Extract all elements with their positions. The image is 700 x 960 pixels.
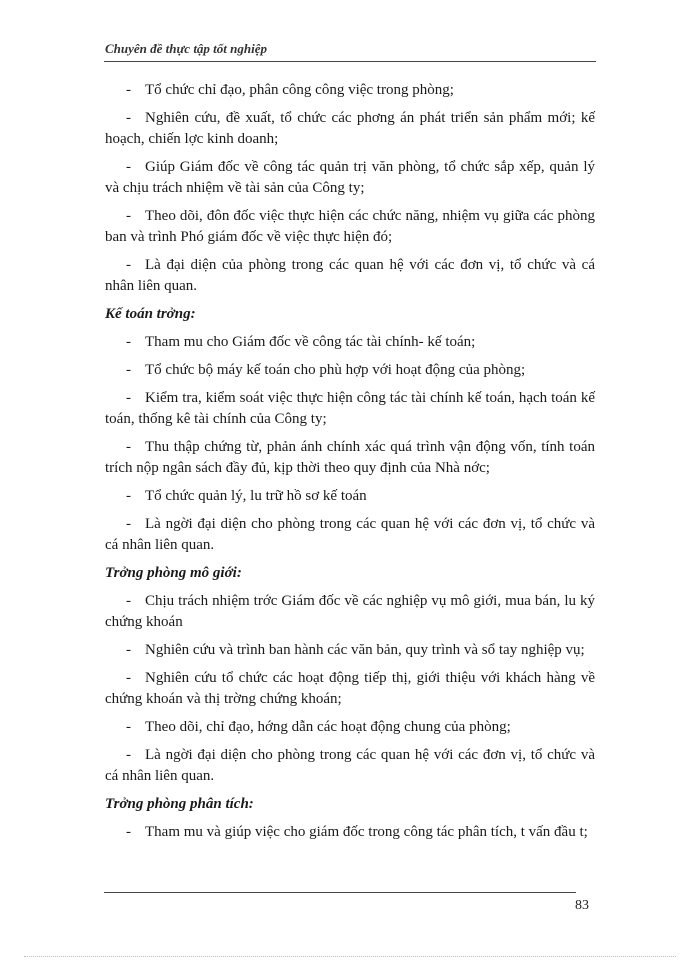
page-number: 83: [575, 898, 589, 913]
list-item: [105, 157, 595, 199]
bullet-dash: -: [126, 390, 131, 406]
section-title: Kế toán trởng:: [105, 306, 196, 322]
list-item: [105, 514, 595, 556]
list-item: [105, 591, 595, 633]
list-item: [105, 360, 595, 381]
bullet-dash: -: [126, 593, 131, 609]
bullet-dash: -: [126, 257, 131, 273]
list-item-text: Theo dõi, đôn đốc việc thực hiện các chức năng, nhiệm vụ giữa các phòng ban và trình Phó giám đốc về việc thực hiện đó;: [105, 208, 595, 245]
list-item: [105, 332, 595, 353]
bullet-dash: -: [126, 334, 131, 350]
list-item: [105, 640, 595, 661]
list-item: [105, 717, 595, 738]
bullet-dash: -: [126, 82, 131, 98]
footer-divider: [104, 892, 576, 893]
bullet-dash: -: [126, 719, 131, 735]
list-item-text: Tham mu và giúp việc cho giám đốc trong công tác phân tích, t vấn đầu t;: [145, 824, 588, 840]
bullet-dash: -: [126, 670, 131, 686]
list-item-text: Tổ chức chỉ đạo, phân công công việc trong phòng;: [145, 82, 454, 98]
bullet-dash: -: [126, 439, 131, 455]
bullet-dash: -: [126, 208, 131, 224]
bullet-dash: -: [126, 110, 131, 126]
list-item: [105, 388, 595, 430]
list-item-text: Kiểm tra, kiểm soát việc thực hiện công tác tài chính kế toán, hạch toán kế toán, thống kê tài chính của Công ty;: [105, 390, 595, 427]
list-item: [105, 206, 595, 248]
list-item-text: Thu thập chứng từ, phản ánh chính xác quá trình vận động vốn, tính toán trích nộp ngân sách đầy đủ, kịp thời theo quy định của Nhà nớc;: [105, 439, 595, 476]
bullet-dash: -: [126, 747, 131, 763]
running-header-title: Chuyên đề thực tập tốt nghiệp: [105, 41, 267, 56]
bullet-dash: -: [126, 642, 131, 658]
list-item-text: Nghiên cứu tổ chức các hoạt động tiếp thị, giới thiệu với khách hàng về chứng khoán và thị trờng chứng khoán;: [105, 670, 595, 707]
list-item-text: Tổ chức quản lý, lu trữ hồ sơ kế toán: [145, 488, 367, 504]
list-item-text: Chịu trách nhiệm trớc Giám đốc về các nghiệp vụ mô giới, mua bán, lu ký chứng khoán: [105, 593, 595, 630]
list-item: [105, 80, 595, 101]
list-item: [105, 822, 595, 843]
list-item-text: Là ngời đại diện cho phòng trong các quan hệ với các đơn vị, tổ chức và cá nhân liên quan.: [105, 516, 595, 553]
list-item: [105, 486, 595, 507]
list-item: [105, 108, 595, 150]
list-item-text: Tham mu cho Giám đốc về công tác tài chính- kế toán;: [145, 334, 476, 350]
list-item: [105, 437, 595, 479]
list-item: [105, 668, 595, 710]
list-item-text: Nghiên cứu và trình ban hành các văn bản, quy trình và sổ tay nghiệp vụ;: [145, 642, 585, 658]
bullet-dash: -: [126, 516, 131, 532]
page-body: [105, 80, 595, 850]
section-title: Trởng phòng phân tích:: [105, 796, 254, 812]
page-edge-border: [24, 956, 676, 957]
list-item-text: Tổ chức bộ máy kế toán cho phù hợp với hoạt động của phòng;: [145, 362, 526, 378]
list-item-text: Nghiên cứu, đề xuất, tổ chức các phơng án phát triển sản phẩm mới; kế hoạch, chiến lợc kinh doanh;: [105, 110, 595, 147]
list-item-text: Là ngời đại diện cho phòng trong các quan hệ với các đơn vị, tổ chức và cá nhân liên quan.: [105, 747, 595, 784]
bullet-dash: -: [126, 488, 131, 504]
bullet-dash: -: [126, 362, 131, 378]
list-item-text: Giúp Giám đốc về công tác quản trị văn phòng, tổ chức sắp xếp, quản lý và chịu trách nhiệm về tài sản của Công ty;: [105, 159, 595, 196]
list-item: [105, 255, 595, 297]
bullet-dash: -: [126, 159, 131, 175]
list-item-text: Theo dõi, chỉ đạo, hớng dẫn các hoạt động chung của phòng;: [145, 719, 511, 735]
header-divider: [104, 61, 596, 62]
bullet-dash: -: [126, 824, 131, 840]
list-item-text: Là đại diện của phòng trong các quan hệ với các đơn vị, tổ chức và cá nhân liên quan.: [105, 257, 595, 294]
list-item: [105, 745, 595, 787]
section-title: Trởng phòng mô giới:: [105, 565, 242, 581]
